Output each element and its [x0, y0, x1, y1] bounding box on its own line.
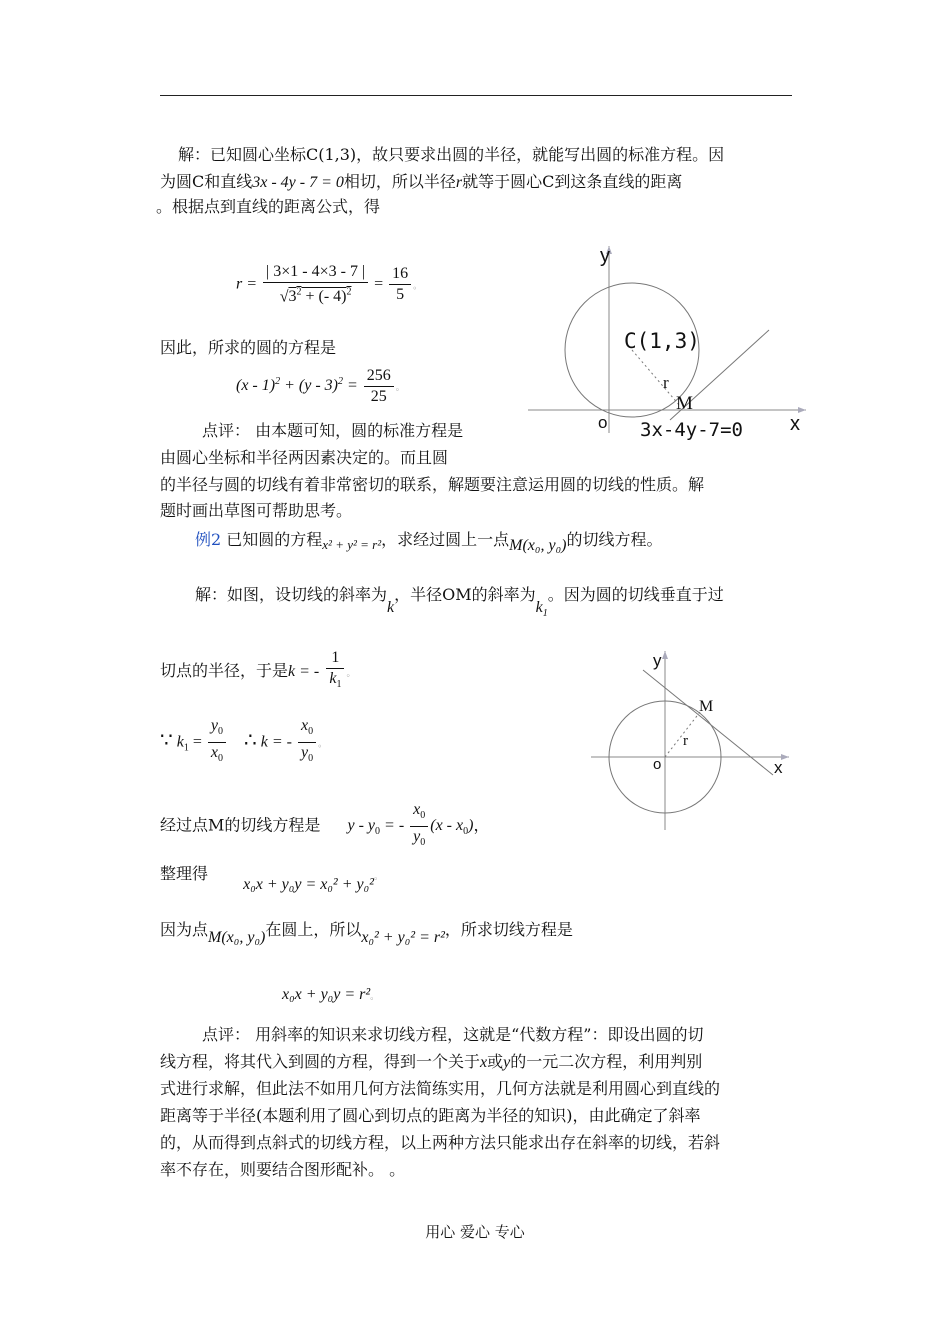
point-m-label: M — [699, 698, 714, 715]
simplify-line: 整理得 x₀x + y₀y = x₀² + y₀²。 — [160, 864, 383, 893]
page-footer: 用心 爱心 专心 — [425, 1223, 525, 1241]
comment2-line4: 距离等于半径(本题利用了圆心到切点的距离为半径的知识)，由此确定了斜率 — [160, 1106, 701, 1125]
comment2-line2: 线方程，将其代入到圆的方程，得到一个关于x或y的一元二次方程，利用判别 — [160, 1052, 703, 1071]
comment1-line1: 点评： 由本题可知，圆的标准方程是 — [202, 421, 464, 440]
figure2-diagram — [585, 645, 795, 835]
figure1-diagram — [520, 238, 810, 448]
example2-line: 例2 已知圆的方程$_{x^2 + y^2 = r^2}$，求经过圆上一点M(x₀, y₀)的切线方程。 — [195, 530, 663, 554]
radius-label: r — [683, 733, 688, 749]
comment2-line1: 点评： 用斜率的知识来求切线方程，这就是“代数方程”：即设出圆的切 — [202, 1025, 704, 1044]
comment1-line4: 题时画出草图可帮助思考。 — [160, 501, 353, 520]
solution1-line1: 解：已知圆心坐标C(1,3)，故只要求出圆的半径，就能写出圆的标准方程。因 — [178, 145, 725, 164]
comment1-line3: 的半径与圆的切线有着非常密切的联系，解题要注意运用圆的切线的性质。解 — [160, 475, 705, 494]
comment1-line2: 由圆心坐标和半径两因素决定的。而且圆 — [160, 448, 449, 467]
y-axis-arrow-icon — [662, 651, 668, 659]
on-circle-line: 因为点M(x₀, y₀)在圆上，所以x₀² + y₀² = r²，所求切线方程是 — [160, 920, 573, 946]
solution1-line2: 为圆C和直线3x - 4y - 7 = 0相切，所以半径r就等于圆心C到这条直线的距离 — [160, 172, 683, 191]
final-equation: x₀x + y₀y = r²。 — [282, 986, 380, 1003]
radius-label: r — [663, 373, 669, 392]
radius-cm — [632, 350, 680, 406]
tangent-line — [643, 670, 773, 775]
solution1-line3: 。根据点到直线的距离公式，得 — [156, 197, 381, 216]
circle-equation: (x - 1)$^2$ + (y - 3)$^2$ = $\frac{256}{25}$ 。 — [236, 367, 405, 405]
example2-label: 例2 — [195, 530, 222, 549]
because-equation: ∵ $k_1$ = $\frac{y_0}{x_0}$ ∴ k = - $\frac{x_0}{y_0}$ 。 — [160, 717, 328, 765]
origin-label: o — [598, 413, 608, 432]
solution2-line2: 切点的半径，于是k = - $\frac{1}{k_1}$ 。 — [160, 649, 356, 691]
y-axis-label: y — [653, 651, 662, 670]
x-axis-label: x — [774, 758, 783, 777]
center-label: C(1,3) — [624, 329, 700, 353]
tangent-line-label: 3x-4y-7=0 — [640, 419, 743, 441]
therefore-text: 因此，所求的圆的方程是 — [160, 338, 337, 357]
x-axis-label: x — [790, 413, 800, 435]
formula-radius: r = $\frac{| 3\times 1 - 4\times 3 - 7 |}{√3^2 + (- 4)^2}$ = $\frac{16}{5}$ 。 — [236, 263, 423, 306]
y-axis-label: y — [600, 245, 610, 267]
comment2-line6: 率不存在，则要结合图形配补。 。 — [160, 1160, 406, 1179]
solution2-line1: 解：如图，设切线的斜率为k，半径OM的斜率为$k_1$。因为圆的切线垂直于过 — [195, 585, 724, 620]
header-rule — [160, 95, 792, 96]
comment2-line5: 的，从而得到点斜式的切线方程，以上两种方法只能求出存在斜率的切线，若斜 — [160, 1133, 721, 1152]
origin-label: o — [653, 756, 662, 773]
tangent-equation-line: 经过点M的切线方程是 y - $y_0$ = - $\frac{x_0}{y_0}$ $(x - x_0)$， — [160, 801, 490, 849]
line-equation: 3x - 4y - 7 = 0 — [252, 174, 344, 191]
comment2-line3: 式进行求解，但此法不如用几何方法简练实用，几何方法就是利用圆心到直线的 — [160, 1079, 721, 1098]
point-m-label: M — [676, 393, 693, 414]
